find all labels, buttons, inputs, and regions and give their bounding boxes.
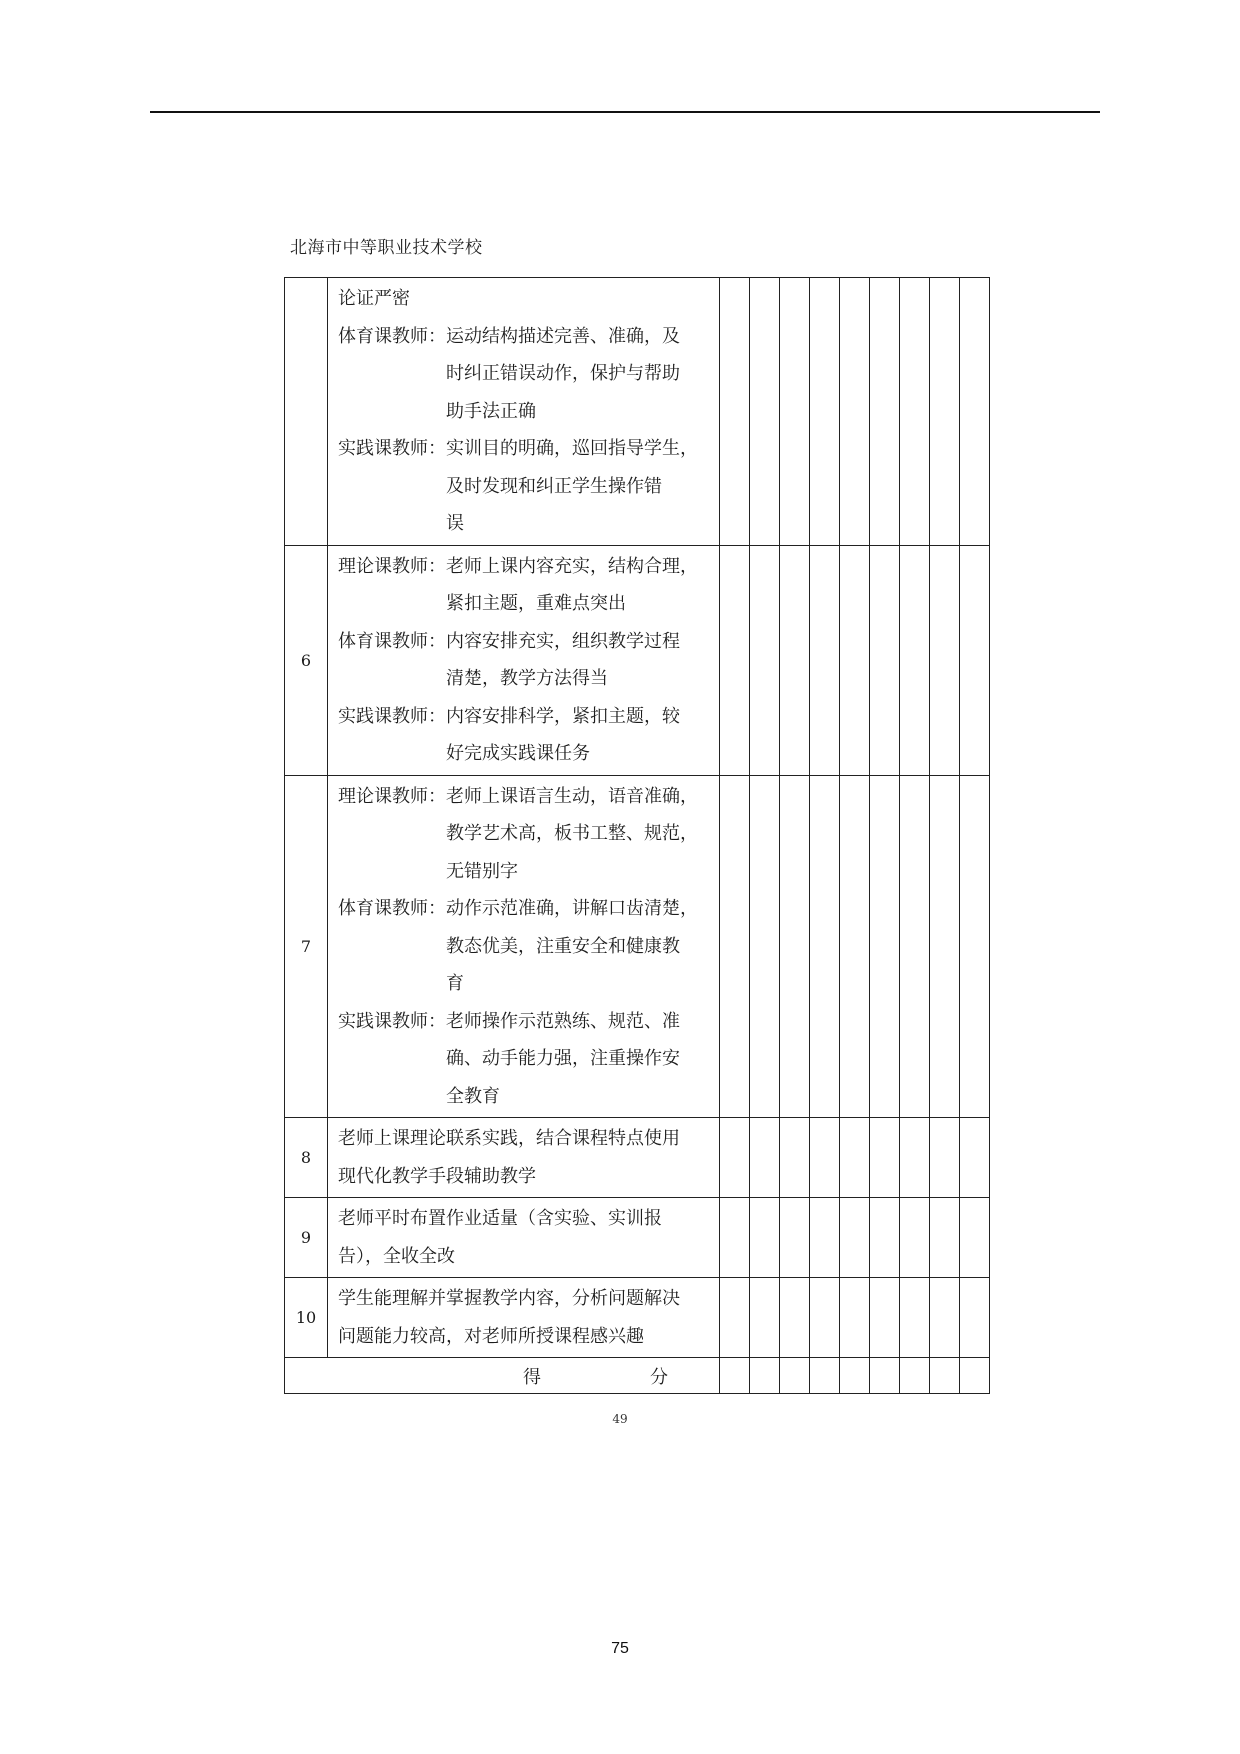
score-cell[interactable]	[960, 278, 990, 546]
score-cell[interactable]	[720, 775, 750, 1118]
score-cell[interactable]	[750, 1278, 780, 1358]
item-number: 6	[285, 545, 328, 775]
total-score-cell[interactable]	[810, 1358, 840, 1394]
criteria-line: 问题能力较高，对老师所授课程感兴趣	[338, 1325, 644, 1347]
score-cell[interactable]	[870, 1118, 900, 1198]
criteria-description	[446, 623, 711, 698]
score-cell[interactable]	[750, 1198, 780, 1278]
score-cell[interactable]	[930, 1118, 960, 1198]
score-cell[interactable]	[840, 545, 870, 775]
criteria-line: 紧扣主题，重难点突出	[446, 593, 626, 614]
teacher-role-label: 实践课教师：	[338, 1010, 446, 1032]
criteria-description	[446, 430, 711, 543]
total-score-cell[interactable]	[750, 1358, 780, 1394]
criteria-description	[446, 1003, 711, 1116]
total-score-cell[interactable]	[780, 1358, 810, 1394]
criteria-cell	[328, 545, 720, 775]
score-cell[interactable]	[870, 545, 900, 775]
score-cell[interactable]	[930, 1198, 960, 1278]
item-number: 10	[285, 1278, 328, 1358]
total-score-cell[interactable]	[720, 1358, 750, 1394]
score-cell[interactable]	[750, 1118, 780, 1198]
score-cell[interactable]	[810, 545, 840, 775]
score-cell[interactable]	[780, 775, 810, 1118]
score-cell[interactable]	[960, 775, 990, 1118]
criteria-line: 老师操作示范熟练、规范、准	[446, 1010, 680, 1032]
criteria-entry	[338, 1200, 711, 1275]
score-cell[interactable]	[840, 278, 870, 546]
table-row	[285, 1198, 990, 1278]
score-cell[interactable]	[780, 545, 810, 775]
criteria-entry	[338, 623, 711, 698]
score-cell[interactable]	[840, 775, 870, 1118]
criteria-line: 老师平时布置作业适量（含实验、实训报	[338, 1208, 662, 1229]
school-name: 北海市中等职业技术学校	[290, 238, 483, 258]
score-cell[interactable]	[930, 775, 960, 1118]
score-cell[interactable]	[810, 1198, 840, 1278]
inner-page-number: 49	[612, 1412, 628, 1426]
score-cell[interactable]	[960, 1118, 990, 1198]
criteria-line: 好完成实践课任务	[446, 743, 590, 764]
score-cell[interactable]	[870, 278, 900, 546]
score-cell[interactable]	[930, 1278, 960, 1358]
criteria-line: 实训目的明确，巡回指导学生，	[446, 438, 698, 459]
criteria-line: 老师上课语言生动，语音准确，	[446, 785, 698, 807]
criteria-description	[446, 318, 711, 431]
criteria-line: 内容安排科学，紧扣主题，较	[446, 705, 680, 727]
criteria-line: 动作示范准确，讲解口齿清楚，	[446, 898, 698, 919]
criteria-line: 教学艺术高，板书工整、规范，	[446, 823, 698, 844]
criteria-line: 告），全收全改	[338, 1245, 455, 1267]
table-row	[285, 1278, 990, 1358]
item-number: 7	[285, 775, 328, 1118]
item-number	[285, 278, 328, 546]
score-cell[interactable]	[900, 1278, 930, 1358]
teacher-role-label: 体育课教师：	[338, 630, 446, 652]
criteria-line: 确、动手能力强，注重操作安	[446, 1048, 680, 1069]
criteria-description	[446, 778, 711, 891]
score-cell[interactable]	[720, 1278, 750, 1358]
score-cell[interactable]	[810, 1278, 840, 1358]
score-cell[interactable]	[900, 278, 930, 546]
score-cell[interactable]	[840, 1198, 870, 1278]
score-cell[interactable]	[900, 545, 930, 775]
criteria-line: 清楚，教学方法得当	[446, 668, 608, 689]
total-score-cell[interactable]	[960, 1358, 990, 1394]
score-cell[interactable]	[930, 545, 960, 775]
table-row	[285, 775, 990, 1118]
evaluation-table-body	[285, 278, 990, 1394]
criteria-entry	[338, 280, 711, 318]
score-cell[interactable]	[810, 278, 840, 546]
table-row	[285, 545, 990, 775]
score-cell[interactable]	[810, 775, 840, 1118]
score-cell[interactable]	[900, 775, 930, 1118]
teacher-role-label: 体育课教师：	[338, 898, 446, 919]
score-cell[interactable]	[780, 278, 810, 546]
criteria-line: 助手法正确	[446, 400, 536, 422]
teacher-role-label: 实践课教师：	[338, 705, 446, 727]
criteria-line: 论证严密	[338, 288, 410, 309]
criteria-entry	[338, 430, 711, 543]
score-cell[interactable]	[870, 775, 900, 1118]
criteria-line: 全教育	[446, 1085, 500, 1107]
score-cell[interactable]	[960, 545, 990, 775]
criteria-entry	[338, 698, 711, 773]
total-score-cell[interactable]	[900, 1358, 930, 1394]
criteria-line: 及时发现和纠正学生操作错	[446, 475, 662, 497]
criteria-line: 误	[446, 513, 464, 534]
teacher-role-label: 实践课教师：	[338, 438, 446, 459]
criteria-description	[338, 1200, 711, 1275]
total-score-cell[interactable]	[870, 1358, 900, 1394]
score-cell[interactable]	[750, 545, 780, 775]
criteria-line: 育	[446, 973, 464, 994]
criteria-line: 无错别字	[446, 860, 518, 882]
criteria-line: 教态优美，注重安全和健康教	[446, 935, 680, 957]
criteria-line: 老师上课内容充实，结构合理，	[446, 555, 698, 577]
criteria-cell	[328, 1198, 720, 1278]
score-cell[interactable]	[900, 1118, 930, 1198]
score-cell[interactable]	[750, 278, 780, 546]
total-score-cell[interactable]	[930, 1358, 960, 1394]
total-label-right: 分	[650, 1367, 668, 1388]
criteria-cell	[328, 278, 720, 546]
total-score-label	[285, 1358, 720, 1394]
criteria-description	[446, 698, 711, 773]
score-cell[interactable]	[720, 1198, 750, 1278]
header-rule	[150, 111, 1100, 113]
criteria-entry	[338, 890, 711, 1003]
criteria-description	[446, 890, 711, 1003]
criteria-description	[338, 1120, 711, 1195]
criteria-line: 内容安排充实，组织教学过程	[446, 630, 680, 652]
teacher-role-label: 理论课教师：	[338, 785, 446, 807]
criteria-line: 现代化教学手段辅助教学	[338, 1165, 536, 1187]
item-number: 9	[285, 1198, 328, 1278]
score-cell[interactable]	[720, 1118, 750, 1198]
evaluation-table	[284, 277, 990, 1394]
total-label-left: 得	[523, 1367, 541, 1388]
score-cell[interactable]	[840, 1278, 870, 1358]
criteria-description	[338, 280, 711, 318]
score-cell[interactable]	[810, 1118, 840, 1198]
criteria-line: 运动结构描述完善、准确，及	[446, 325, 680, 347]
criteria-description	[446, 548, 711, 623]
criteria-description	[338, 1280, 711, 1355]
table-row	[285, 1118, 990, 1198]
criteria-cell	[328, 775, 720, 1118]
score-cell[interactable]	[780, 1198, 810, 1278]
score-cell[interactable]	[780, 1278, 810, 1358]
score-cell[interactable]	[720, 278, 750, 546]
criteria-line: 时纠正错误动作，保护与帮助	[446, 363, 680, 384]
score-cell[interactable]	[930, 278, 960, 546]
total-row	[285, 1358, 990, 1394]
teacher-role-label: 体育课教师：	[338, 325, 446, 347]
criteria-line: 老师上课理论联系实践，结合课程特点使用	[338, 1128, 680, 1149]
score-cell[interactable]	[960, 1198, 990, 1278]
page-number: 75	[611, 1640, 629, 1657]
criteria-cell	[328, 1278, 720, 1358]
score-cell[interactable]	[870, 1198, 900, 1278]
total-score-cell[interactable]	[840, 1358, 870, 1394]
score-cell[interactable]	[870, 1278, 900, 1358]
criteria-entry	[338, 778, 711, 891]
score-cell[interactable]	[900, 1198, 930, 1278]
criteria-entry	[338, 1003, 711, 1116]
criteria-cell	[328, 1118, 720, 1198]
criteria-entry	[338, 548, 711, 623]
score-cell[interactable]	[960, 1278, 990, 1358]
criteria-line: 学生能理解并掌握教学内容，分析问题解决	[338, 1288, 680, 1309]
criteria-entry	[338, 318, 711, 431]
criteria-entry	[338, 1120, 711, 1195]
item-number: 8	[285, 1118, 328, 1198]
table-row	[285, 278, 990, 546]
criteria-entry	[338, 1280, 711, 1355]
score-cell[interactable]	[750, 775, 780, 1118]
score-cell[interactable]	[840, 1118, 870, 1198]
score-cell[interactable]	[780, 1118, 810, 1198]
score-cell[interactable]	[720, 545, 750, 775]
teacher-role-label: 理论课教师：	[338, 555, 446, 577]
